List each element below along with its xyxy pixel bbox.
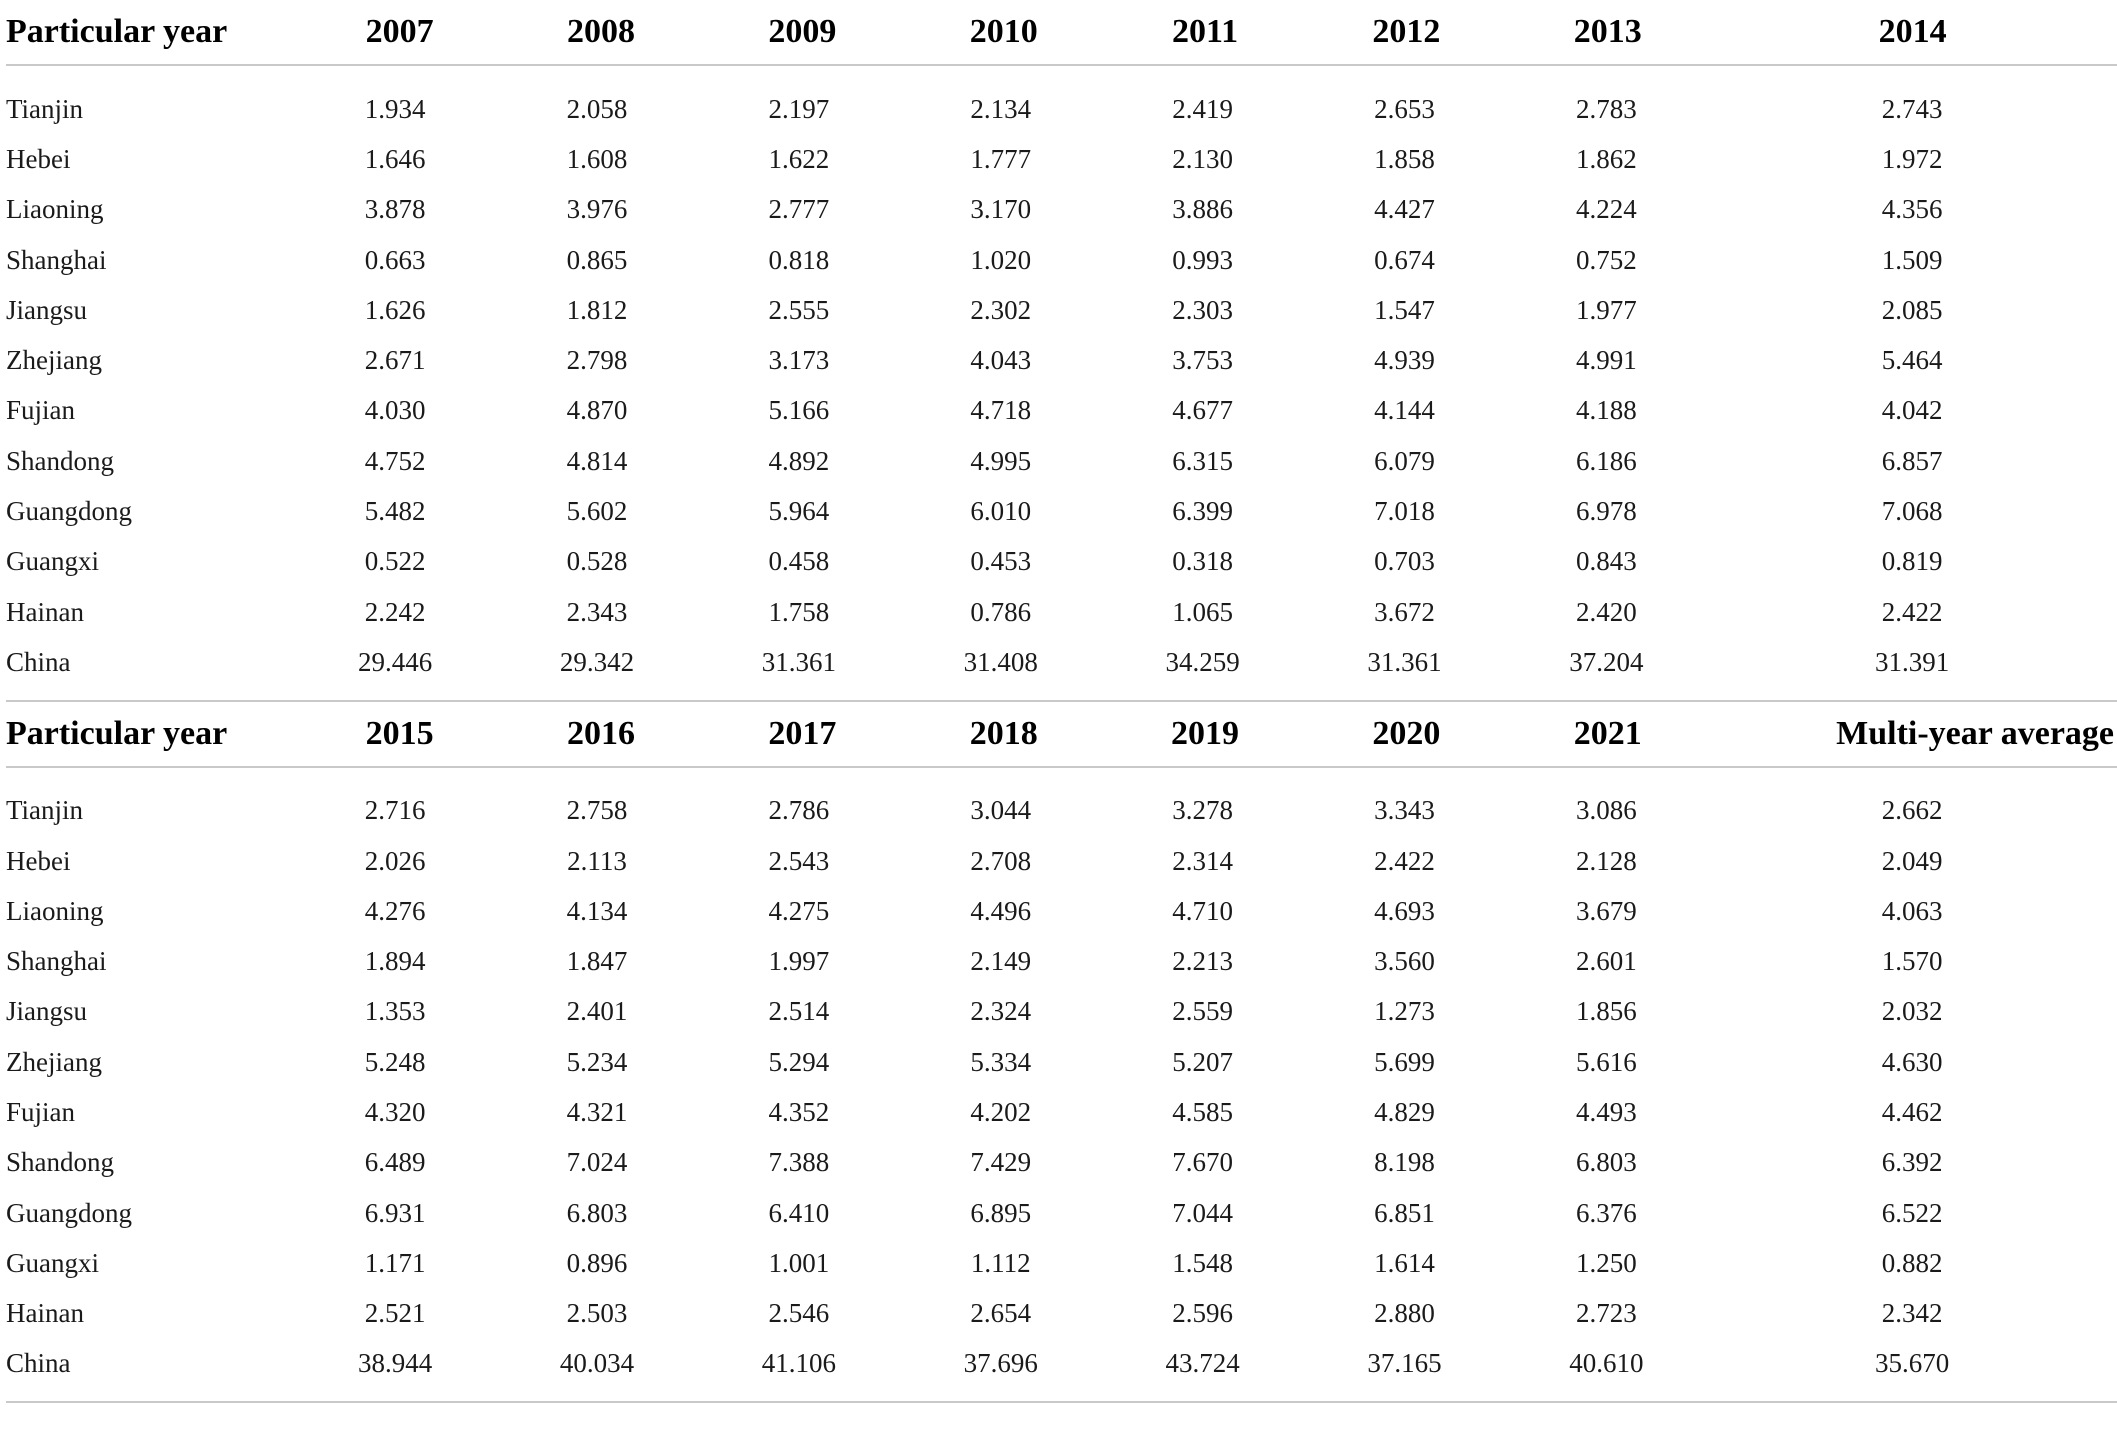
row-label: Jiangsu xyxy=(6,996,87,1027)
table-cell: 4.321 xyxy=(566,1096,628,1127)
row-label: Shandong xyxy=(6,1147,114,1178)
table-cell: 2.303 xyxy=(1172,294,1234,325)
table-cell: 0.993 xyxy=(1172,244,1234,275)
table-cell: 4.752 xyxy=(364,445,426,476)
table-cell: 2.422 xyxy=(1881,596,1943,627)
table-cell: 4.995 xyxy=(970,445,1032,476)
table-cell: 6.410 xyxy=(768,1197,830,1228)
table-cell: 4.188 xyxy=(1576,395,1637,426)
table-cell: 6.803 xyxy=(1576,1147,1637,1178)
table-cell: 3.878 xyxy=(364,194,426,225)
table-cell: 0.318 xyxy=(1172,546,1234,577)
table-body xyxy=(0,66,2117,700)
table-row xyxy=(0,235,2117,285)
table-cell: 34.259 xyxy=(1165,646,1240,677)
table-cell: 3.976 xyxy=(566,194,628,225)
table-cell: 2.049 xyxy=(1881,845,1943,876)
table-cell: 4.814 xyxy=(566,445,628,476)
table-cell: 0.674 xyxy=(1374,244,1435,275)
table-row xyxy=(0,637,2117,687)
table-cell: 5.207 xyxy=(1172,1046,1234,1077)
table-cell: 3.173 xyxy=(768,345,830,376)
table-cell: 0.882 xyxy=(1881,1247,1943,1278)
table-cell: 4.144 xyxy=(1374,395,1435,426)
table-cell: 4.320 xyxy=(364,1096,426,1127)
row-label: Guangdong xyxy=(6,1197,132,1228)
table-cell: 4.493 xyxy=(1576,1096,1637,1127)
table-cell: 0.703 xyxy=(1374,546,1435,577)
table-cell: 31.408 xyxy=(963,646,1038,677)
table-cell: 37.165 xyxy=(1367,1348,1442,1379)
table-row xyxy=(0,285,2117,335)
table-row xyxy=(0,1238,2117,1288)
table-cell: 5.464 xyxy=(1881,345,1943,376)
table-cell: 2.302 xyxy=(970,294,1032,325)
row-label: Liaoning xyxy=(6,895,104,926)
table-cell: 4.224 xyxy=(1576,194,1637,225)
table-cell: 3.086 xyxy=(1576,795,1637,826)
table-cell: 6.489 xyxy=(364,1147,426,1178)
table-row xyxy=(0,1087,2117,1137)
table-cell: 1.353 xyxy=(364,996,426,1027)
table-cell: 6.186 xyxy=(1576,445,1637,476)
table-cell: 2.671 xyxy=(364,345,426,376)
row-label: Hainan xyxy=(6,1298,84,1329)
table-header-row xyxy=(0,0,2117,64)
table-row xyxy=(0,1289,2117,1339)
row-label: Hainan xyxy=(6,596,84,627)
table-cell: 4.693 xyxy=(1374,895,1435,926)
table-cell: 2.342 xyxy=(1881,1298,1943,1329)
table-header-row xyxy=(0,702,2117,766)
table-row xyxy=(0,1138,2117,1188)
table-cell: 1.646 xyxy=(364,143,426,174)
row-label: Hebei xyxy=(6,845,71,876)
table-cell: 4.496 xyxy=(970,895,1032,926)
table-cell: 6.851 xyxy=(1374,1197,1435,1228)
table-cell: 2.555 xyxy=(768,294,830,325)
row-label: Hebei xyxy=(6,143,71,174)
table-cell: 31.361 xyxy=(1367,646,1442,677)
table-cell: 2.514 xyxy=(768,996,830,1027)
table-cell: 1.972 xyxy=(1881,143,1943,174)
table-cell: 6.315 xyxy=(1172,445,1234,476)
table-cell: 7.670 xyxy=(1172,1147,1234,1178)
table-cell: 1.273 xyxy=(1374,996,1435,1027)
table-cell: 2.032 xyxy=(1881,996,1943,1027)
table-row xyxy=(0,886,2117,936)
row-label: China xyxy=(6,1348,71,1379)
column-header: 2014 xyxy=(1878,13,1947,50)
table-cell: 2.654 xyxy=(970,1298,1032,1329)
table-cell: 2.128 xyxy=(1576,845,1637,876)
table-cell: 3.753 xyxy=(1172,345,1234,376)
section-divider xyxy=(6,1401,2117,1403)
table-cell: 0.752 xyxy=(1576,244,1637,275)
table-cell: 2.503 xyxy=(566,1298,628,1329)
table-cell: 5.166 xyxy=(768,395,830,426)
table-cell: 29.446 xyxy=(358,646,433,677)
table-cell: 2.242 xyxy=(364,596,426,627)
table-row xyxy=(0,436,2117,486)
table-cell: 1.777 xyxy=(970,143,1032,174)
table-cell: 4.427 xyxy=(1374,194,1435,225)
table-cell: 2.401 xyxy=(566,996,628,1027)
table-cell: 0.843 xyxy=(1576,546,1637,577)
table-cell: 3.278 xyxy=(1172,795,1234,826)
table-cell: 0.865 xyxy=(566,244,628,275)
table-row xyxy=(0,1339,2117,1389)
table-cell: 2.743 xyxy=(1881,93,1943,124)
column-header: 2020 xyxy=(1372,714,1441,752)
table-cell: 2.559 xyxy=(1172,996,1234,1027)
table-cell: 2.543 xyxy=(768,845,830,876)
table-cell: 3.044 xyxy=(970,795,1032,826)
table-cell: 3.560 xyxy=(1374,946,1435,977)
table-cell: 35.670 xyxy=(1875,1348,1950,1379)
row-label: Fujian xyxy=(6,1096,76,1127)
table-cell: 1.171 xyxy=(364,1247,426,1278)
table-section xyxy=(0,702,2117,1404)
row-label: Shanghai xyxy=(6,946,107,977)
table-cell: 2.880 xyxy=(1374,1298,1435,1329)
table-cell: 2.662 xyxy=(1881,795,1943,826)
table-cell: 1.812 xyxy=(566,294,628,325)
table-cell: 2.149 xyxy=(970,946,1032,977)
table-cell: 4.043 xyxy=(970,345,1032,376)
table-cell: 4.939 xyxy=(1374,345,1435,376)
table-cell: 0.663 xyxy=(364,244,426,275)
table-cell: 1.614 xyxy=(1374,1247,1435,1278)
table-cell: 6.895 xyxy=(970,1197,1032,1228)
table-cell: 1.997 xyxy=(768,946,830,977)
table-cell: 1.548 xyxy=(1172,1247,1234,1278)
table-row xyxy=(0,537,2117,587)
table-row xyxy=(0,987,2117,1037)
row-label: Jiangsu xyxy=(6,294,87,325)
table-cell: 5.602 xyxy=(566,496,628,527)
table-cell: 2.085 xyxy=(1881,294,1943,325)
table-cell: 1.858 xyxy=(1374,143,1435,174)
table-cell: 5.248 xyxy=(364,1046,426,1077)
table-cell: 1.862 xyxy=(1576,143,1637,174)
table-cell: 2.798 xyxy=(566,345,628,376)
table-cell: 6.978 xyxy=(1576,496,1637,527)
table-cell: 0.818 xyxy=(768,244,830,275)
table-cell: 1.020 xyxy=(970,244,1032,275)
row-label: Tianjin xyxy=(6,93,84,124)
column-header: 2009 xyxy=(768,13,837,50)
table-cell: 4.585 xyxy=(1172,1096,1234,1127)
table-cell: 2.716 xyxy=(364,795,426,826)
row-label: Fujian xyxy=(6,395,76,426)
table-row xyxy=(0,1037,2117,1087)
table-cell: 2.058 xyxy=(566,93,628,124)
table-cell: 0.522 xyxy=(364,546,426,577)
column-header: 2008 xyxy=(567,13,636,50)
table-cell: 4.352 xyxy=(768,1096,830,1127)
table-cell: 8.198 xyxy=(1374,1147,1435,1178)
table-cell: 4.718 xyxy=(970,395,1032,426)
row-label: Tianjin xyxy=(6,795,84,826)
table-cell: 7.044 xyxy=(1172,1197,1234,1228)
table-cell: 2.314 xyxy=(1172,845,1234,876)
table-row xyxy=(0,335,2117,385)
table-cell: 6.399 xyxy=(1172,496,1234,527)
table-cell: 0.786 xyxy=(970,596,1032,627)
table-cell: 2.777 xyxy=(768,194,830,225)
table-cell: 40.034 xyxy=(559,1348,635,1379)
table-cell: 0.528 xyxy=(566,546,628,577)
table-cell: 0.896 xyxy=(566,1247,628,1278)
table-cell: 2.419 xyxy=(1172,93,1234,124)
table-cell: 1.250 xyxy=(1576,1247,1637,1278)
table-cell: 1.608 xyxy=(566,143,628,174)
table-cell: 1.065 xyxy=(1172,596,1234,627)
table-cell: 5.699 xyxy=(1374,1046,1435,1077)
table-cell: 3.343 xyxy=(1374,795,1435,826)
table-cell: 2.723 xyxy=(1576,1298,1637,1329)
table-cell: 41.106 xyxy=(761,1348,837,1379)
table-cell: 4.202 xyxy=(970,1096,1032,1127)
table-cell: 2.546 xyxy=(768,1298,830,1329)
table-cell: 7.429 xyxy=(970,1147,1032,1178)
table-cell: 6.010 xyxy=(970,496,1032,527)
table-cell: 6.376 xyxy=(1576,1197,1637,1228)
table-cell: 5.964 xyxy=(768,496,830,527)
table-cell: 2.113 xyxy=(567,845,627,876)
table-cell: 38.944 xyxy=(358,1348,433,1379)
table-cell: 2.130 xyxy=(1172,143,1234,174)
table-cell: 1.622 xyxy=(768,143,830,174)
table-cell: 2.601 xyxy=(1576,946,1637,977)
table-cell: 4.630 xyxy=(1881,1046,1943,1077)
table-cell: 0.819 xyxy=(1881,546,1943,577)
table-cell: 1.977 xyxy=(1576,294,1637,325)
column-header: Multi-year average xyxy=(1836,714,2115,752)
table-cell: 6.392 xyxy=(1881,1147,1943,1178)
table-cell: 2.786 xyxy=(768,795,830,826)
table-cell: 1.626 xyxy=(364,294,426,325)
table-cell: 2.521 xyxy=(364,1298,426,1329)
column-header: 2018 xyxy=(969,714,1038,752)
table-cell: 1.001 xyxy=(768,1247,830,1278)
table-cell: 2.653 xyxy=(1374,93,1435,124)
table-cell: 2.758 xyxy=(566,795,628,826)
table-cell: 7.018 xyxy=(1374,496,1435,527)
table-cell: 40.610 xyxy=(1569,1348,1644,1379)
table-row xyxy=(0,386,2117,436)
table-cell: 1.112 xyxy=(970,1247,1031,1278)
column-header: 2015 xyxy=(365,714,434,752)
table-cell: 1.934 xyxy=(364,93,426,124)
table-row xyxy=(0,185,2117,235)
table-cell: 4.042 xyxy=(1881,395,1943,426)
table-cell: 0.453 xyxy=(970,546,1032,577)
table-cell: 6.857 xyxy=(1881,445,1943,476)
table-section xyxy=(0,0,2117,702)
row-label: China xyxy=(6,646,71,677)
table-cell: 2.213 xyxy=(1172,946,1234,977)
header-label: Particular year xyxy=(6,714,228,752)
column-header: 2021 xyxy=(1573,714,1642,752)
table-cell: 2.343 xyxy=(566,596,628,627)
table-cell: 2.708 xyxy=(970,845,1032,876)
table-cell: 5.482 xyxy=(364,496,426,527)
table-row xyxy=(0,936,2117,986)
table-cell: 37.204 xyxy=(1569,646,1644,677)
table-cell: 4.063 xyxy=(1881,895,1943,926)
row-label: Guangxi xyxy=(6,1247,99,1278)
column-header: 2011 xyxy=(1171,13,1239,50)
table-cell: 2.596 xyxy=(1172,1298,1234,1329)
table-cell: 6.079 xyxy=(1374,445,1435,476)
table-cell: 6.931 xyxy=(364,1197,426,1228)
header-label: Particular year xyxy=(6,13,228,50)
table-cell: 1.570 xyxy=(1881,946,1943,977)
row-label: Liaoning xyxy=(6,194,104,225)
row-label: Zhejiang xyxy=(6,345,102,376)
table-cell: 4.829 xyxy=(1374,1096,1435,1127)
table-cell: 3.886 xyxy=(1172,194,1234,225)
table-row xyxy=(0,84,2117,134)
table-cell: 7.024 xyxy=(566,1147,628,1178)
table-row xyxy=(0,587,2117,637)
table-cell: 3.170 xyxy=(970,194,1032,225)
table-cell: 2.783 xyxy=(1576,93,1637,124)
column-header: 2013 xyxy=(1573,13,1642,50)
table-cell: 4.030 xyxy=(364,395,426,426)
table-cell: 2.422 xyxy=(1374,845,1435,876)
table-row xyxy=(0,1188,2117,1238)
table-cell: 2.324 xyxy=(970,996,1032,1027)
row-label: Guangxi xyxy=(6,546,99,577)
table-cell: 29.342 xyxy=(559,646,635,677)
column-header: 2010 xyxy=(969,13,1038,50)
table-cell: 4.991 xyxy=(1576,345,1637,376)
table-cell: 4.892 xyxy=(768,445,830,476)
table-cell: 5.294 xyxy=(768,1046,830,1077)
table-row xyxy=(0,486,2117,536)
table-cell: 3.672 xyxy=(1374,596,1435,627)
table-cell: 4.677 xyxy=(1172,395,1234,426)
table-cell: 4.356 xyxy=(1881,194,1943,225)
table-cell: 31.391 xyxy=(1875,646,1950,677)
table-cell: 2.420 xyxy=(1576,596,1637,627)
table-cell: 4.870 xyxy=(566,395,628,426)
table-cell: 1.894 xyxy=(364,946,426,977)
table-cell: 1.509 xyxy=(1881,244,1943,275)
table-cell: 1.856 xyxy=(1576,996,1637,1027)
column-header: 2007 xyxy=(365,13,434,50)
table-cell: 6.803 xyxy=(566,1197,628,1228)
table-cell: 2.134 xyxy=(970,93,1032,124)
table-cell: 5.234 xyxy=(566,1046,628,1077)
table-cell: 3.679 xyxy=(1576,895,1637,926)
table-cell: 31.361 xyxy=(761,646,837,677)
table-cell: 7.068 xyxy=(1881,496,1943,527)
column-header: 2016 xyxy=(567,714,636,752)
table-row xyxy=(0,836,2117,886)
column-header: 2017 xyxy=(768,714,837,752)
table-cell: 2.026 xyxy=(364,845,426,876)
row-label: Shanghai xyxy=(6,244,107,275)
table-cell: 37.696 xyxy=(963,1348,1038,1379)
table-cell: 4.710 xyxy=(1172,895,1234,926)
table-cell: 1.547 xyxy=(1374,294,1435,325)
table-row xyxy=(0,786,2117,836)
column-header: 2012 xyxy=(1372,13,1441,50)
table-cell: 4.134 xyxy=(566,895,628,926)
table-cell: 6.522 xyxy=(1881,1197,1943,1228)
table-cell: 1.847 xyxy=(566,946,628,977)
table-cell: 1.758 xyxy=(768,596,830,627)
table-cell: 0.458 xyxy=(768,546,830,577)
table-row xyxy=(0,134,2117,184)
table-cell: 43.724 xyxy=(1165,1348,1240,1379)
table-body xyxy=(0,768,2117,1402)
row-label: Shandong xyxy=(6,445,114,476)
row-label: Guangdong xyxy=(6,496,132,527)
table-cell: 2.197 xyxy=(768,93,830,124)
table-cell: 4.462 xyxy=(1881,1096,1943,1127)
table-cell: 4.275 xyxy=(768,895,830,926)
table-cell: 4.276 xyxy=(364,895,426,926)
row-label: Zhejiang xyxy=(6,1046,102,1077)
column-header: 2019 xyxy=(1171,714,1240,752)
table-cell: 5.334 xyxy=(970,1046,1032,1077)
table-cell: 5.616 xyxy=(1576,1046,1637,1077)
table-cell: 7.388 xyxy=(768,1147,830,1178)
